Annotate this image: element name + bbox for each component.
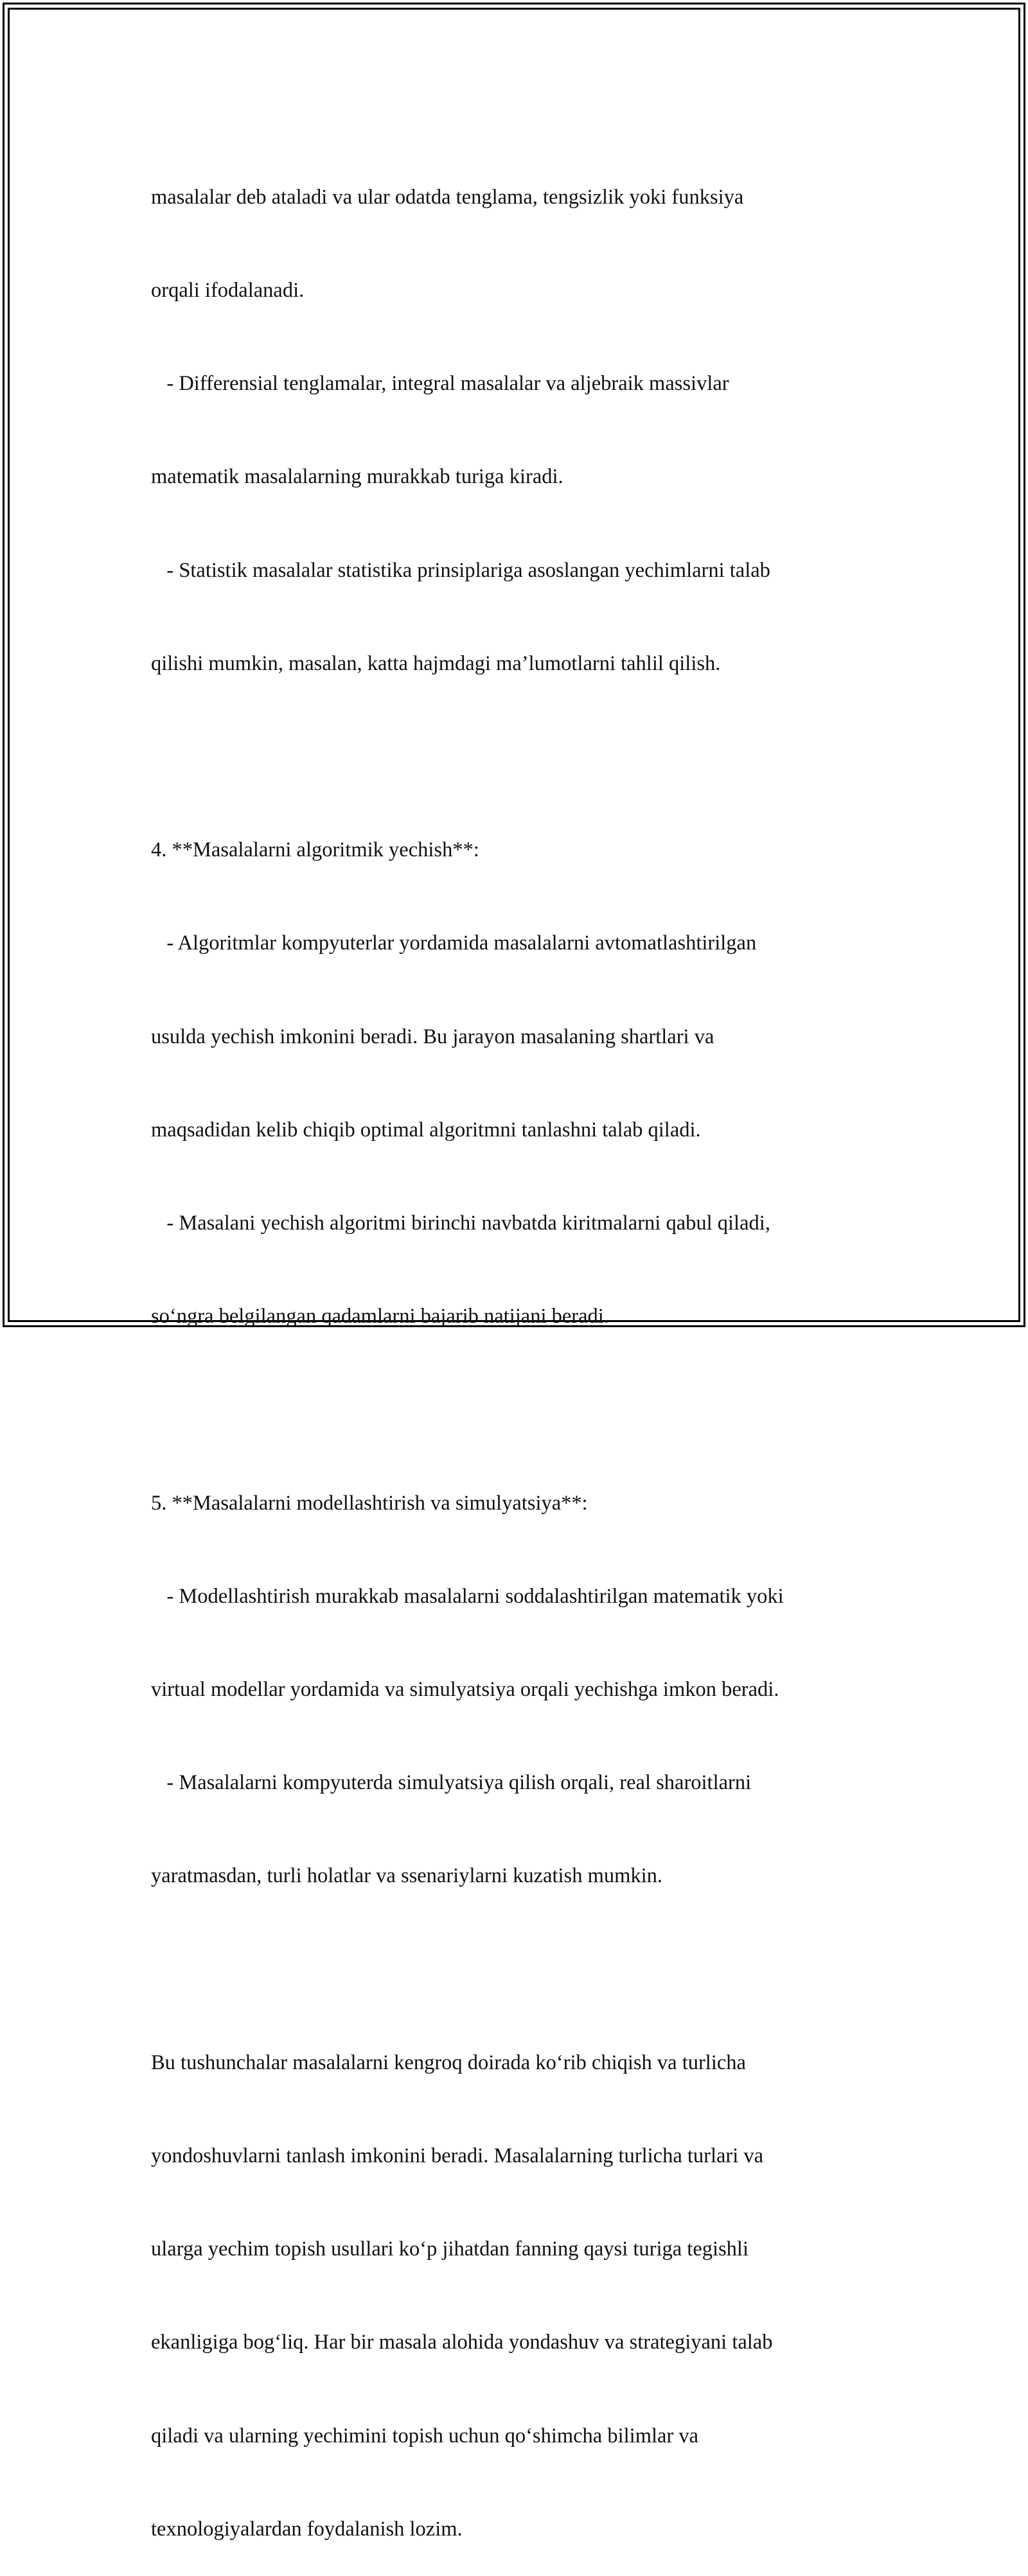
text-line: orqali ifodalanadi. [151,279,305,303]
text-line: - Modellashtirish murakkab masalalarni soddalashtirilgan matematik yoki [151,1584,784,1608]
blank-line [151,1954,890,1985]
section-heading: 4. **Masalalarni algoritmik yechish**: [151,838,479,862]
document-body [151,119,890,2576]
text-line: qilishi mumkin, masalan, katta hajmdagi ma’lumotlarni tahlil qilish. [151,651,721,675]
text-line: - Algoritmlar kompyuterlar yordamida masalalarni avtomatlashtirilgan [151,931,757,955]
section-heading: 5. **Masalalarni modellashtirish va simulyatsiya**: [151,1491,588,1515]
text-line: ekanligiga bog‘liq. Har bir masala alohida yondashuv va strategiyani talab [151,2331,773,2354]
blank-line [151,1394,890,1425]
text-line: - Statistik masalalar statistika prinsiplariga asoslangan yechimlarni talab [151,558,770,582]
text-line: yondoshuvlarni tanlash imkonini beradi. Masalalarning turlicha turlari va [151,2144,764,2168]
text-line: virtual modellar yordamida va simulyatsiya orqali yechishga imkon beradi. [151,1678,779,1702]
text-line: Bu tushunchalar masalalarni kengroq doirada ko‘rib chiqish va turlicha [151,2051,746,2074]
text-line: - Masalalarni kompyuterda simulyatsiya qilish orqali, real sharoitlarni [151,1771,752,1795]
text-line: so‘ngra belgilangan qadamlarni bajarib natijani beradi. [151,1305,609,1328]
text-line: qiladi va ularning yechimini topish uchun qo‘shimcha bilimlar va [151,2424,699,2448]
text-line: masalalar deb ataladi va ular odatda tenglama, tengsizlik yoki funksiya [151,185,744,209]
text-line: texnologiyalardan foydalanish lozim. [151,2517,463,2541]
text-line: yaratmasdan, turli holatlar va ssenariylarni kuzatish mumkin. [151,1864,663,1888]
text-line: ularga yechim topish usullari ko‘p jihatdan fanning qaysi turiga tegishli [151,2237,749,2261]
text-line: - Differensial tenglamalar, integral masalalar va aljebraik massivlar [151,372,729,396]
blank-line [151,741,890,772]
text-line: usulda yechish imkonini beradi. Bu jarayon masalaning shartlari va [151,1025,714,1048]
text-line: matematik masalalarning murakkab turiga kiradi. [151,465,563,489]
text-line: - Masalani yechish algoritmi birinchi navbatda kiritmalarni qabul qiladi, [151,1212,770,1235]
text-line: maqsadidan kelib chiqib optimal algoritmni tanlashni talab qiladi. [151,1118,701,1142]
